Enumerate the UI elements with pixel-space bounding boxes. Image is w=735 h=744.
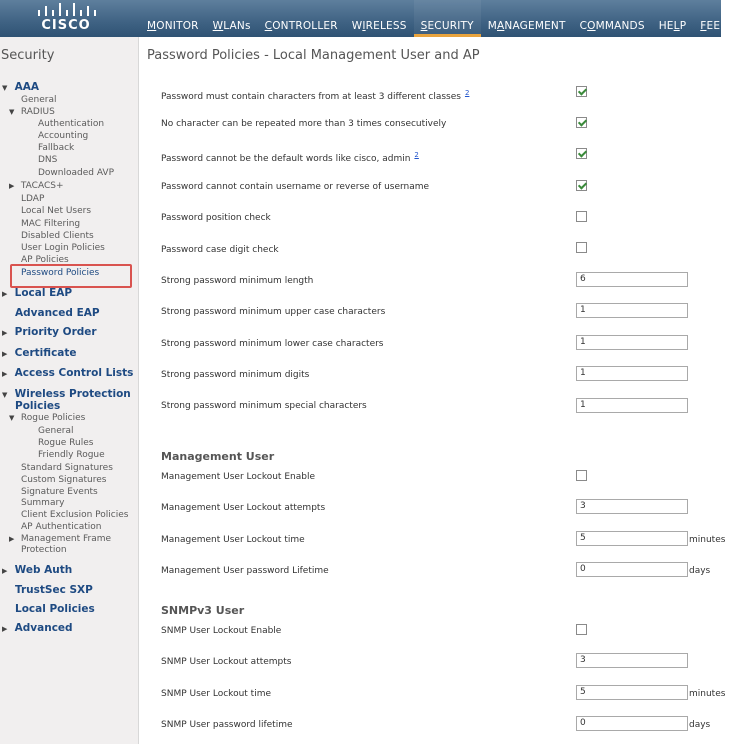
snmp-lockout-time-input[interactable]: 5 — [576, 685, 688, 700]
sidebar-item-signature-events[interactable]: Signature Events — [21, 487, 98, 497]
expanded-triangle-icon: ▼ — [2, 84, 8, 92]
collapsed-triangle-icon: ▶ — [2, 329, 8, 337]
sidebar-item-ap-authentication[interactable]: AP Authentication — [21, 522, 102, 532]
position-check-checkbox[interactable] — [576, 211, 587, 222]
nav-security[interactable]: SECURITY — [414, 0, 481, 37]
sidebar-item-wireless-protection[interactable]: ▼ Wireless Protection — [2, 388, 131, 400]
nav-controller[interactable]: CONTROLLER — [264, 20, 338, 32]
collapsed-triangle-icon: ▶ — [9, 182, 15, 190]
sidebar-item-priority-order[interactable]: ▶ Priority Order — [2, 326, 97, 338]
sidebar-item-access-control-lists[interactable]: ▶ Access Control Lists — [2, 367, 134, 379]
collapsed-triangle-icon: ▶ — [2, 567, 8, 575]
sidebar-item-disabled-clients[interactable]: Disabled Clients — [21, 231, 94, 241]
sidebar-item-aaa[interactable]: ▼ AAA — [2, 81, 40, 93]
collapsed-triangle-icon: ▶ — [2, 625, 8, 633]
row-label: SNMP User Lockout attempts — [161, 657, 292, 667]
mgmt-lockout-attempts-input[interactable]: 3 — [576, 499, 688, 514]
min-lower-input[interactable]: 1 — [576, 335, 688, 350]
mgmt-lockout-enable-checkbox[interactable] — [576, 470, 587, 481]
min-digits-input[interactable]: 1 — [576, 366, 688, 381]
row-label: Password cannot be the default words like cisco, admin $^2$ — [161, 151, 419, 164]
expanded-triangle-icon: ▼ — [2, 391, 8, 399]
sidebar-item-local-policies[interactable]: Local Policies — [15, 603, 95, 615]
row-label: SNMP User Lockout time — [161, 689, 272, 699]
collapsed-triangle-icon: ▶ — [2, 290, 8, 298]
mgmt-password-lifetime-input[interactable]: 0 — [576, 562, 688, 577]
sidebar-item-management-frame[interactable]: ▶ Management Frame — [9, 534, 112, 544]
nav-wlans[interactable]: WLANs — [212, 20, 251, 32]
row-label: Management User password Lifetime — [161, 566, 329, 576]
sidebar-item-authentication[interactable]: Authentication — [38, 119, 105, 129]
row-label: Strong password minimum digits — [161, 370, 310, 380]
sidebar-item-mac-filtering[interactable]: MAC Filtering — [21, 219, 81, 229]
snmp-lockout-attempts-input[interactable]: 3 — [576, 653, 688, 668]
sidebar-item-local-eap[interactable]: ▶ Local EAP — [2, 287, 73, 299]
sidebar-item-local-net-users[interactable]: Local Net Users — [21, 206, 92, 216]
sidebar-item-friendly-rogue[interactable]: Friendly Rogue — [38, 450, 105, 460]
note-link[interactable]: 2 — [414, 151, 419, 159]
nav-monitor[interactable]: MONITOR — [147, 20, 199, 32]
row-label: SNMP User password lifetime — [161, 720, 293, 730]
page-title: Password Policies - Local Management User and AP — [147, 48, 480, 63]
collapsed-triangle-icon: ▶ — [2, 350, 8, 358]
note-link[interactable]: 2 — [464, 89, 470, 97]
row-label: SNMP User Lockout Enable — [161, 626, 282, 636]
sidebar-item-general[interactable]: General — [21, 95, 57, 105]
sidebar-item-client-exclusion-policies[interactable]: Client Exclusion Policies — [21, 510, 129, 520]
row-label: Strong password minimum lower case characters — [161, 339, 384, 349]
row-label: Management User Lockout attempts — [161, 503, 326, 513]
expanded-triangle-icon: ▼ — [9, 414, 15, 422]
row-label: Strong password minimum length — [161, 276, 314, 286]
collapsed-triangle-icon: ▶ — [9, 535, 15, 543]
nav-commands[interactable]: COMMANDS — [579, 20, 645, 32]
row-label: Password cannot contain username or reverse of username — [161, 182, 430, 192]
snmp-lockout-enable-checkbox[interactable] — [576, 624, 587, 635]
sidebar-item-rogue-rules[interactable]: Rogue Rules — [38, 438, 94, 448]
sidebar-item-web-auth[interactable]: ▶ Web Auth — [2, 564, 73, 576]
top-header — [0, 0, 729, 37]
sidebar-item-advanced-eap[interactable]: Advanced EAP — [15, 307, 100, 319]
sidebar-item-fallback[interactable]: Fallback — [38, 143, 75, 153]
logo-text: CISCO — [41, 18, 91, 33]
collapsed-triangle-icon: ▶ — [2, 370, 8, 378]
security-sidebar — [0, 37, 139, 744]
min-upper-input[interactable]: 1 — [576, 303, 688, 318]
row-label: Strong password minimum special characters — [161, 401, 367, 411]
row-label: Password must contain characters from at least 3 different classes $^2$ — [161, 89, 470, 102]
expanded-triangle-icon: ▼ — [9, 108, 15, 116]
sidebar-item-downloaded-avp[interactable]: Downloaded AVP — [38, 168, 115, 178]
cisco-logo — [28, 1, 104, 34]
nav-wireless[interactable]: WIRELESS — [351, 20, 407, 32]
sidebar-item-tacacs[interactable]: ▶ TACACS+ — [9, 181, 64, 191]
row-label: No character can be repeated more than 3 times consecutively — [161, 119, 447, 129]
sidebar-item-policies[interactable]: Policies — [15, 400, 61, 412]
sidebar-item-custom-signatures[interactable]: Custom Signatures — [21, 475, 107, 485]
sidebar-item-certificate[interactable]: ▶ Certificate — [2, 347, 77, 359]
min-length-input[interactable]: 6 — [576, 272, 688, 287]
mgmt-lockout-time-input[interactable]: 5 — [576, 531, 688, 546]
min-special-input[interactable]: 1 — [576, 398, 688, 413]
sidebar-item-trustsec-sxp[interactable]: TrustSec SXP — [15, 584, 93, 596]
nav-feedback[interactable]: FEED — [700, 20, 729, 32]
row-label: Password case digit check — [161, 245, 279, 255]
sidebar-title: Security — [1, 48, 55, 63]
sidebar-item-password-policies[interactable]: Password Policies — [21, 268, 100, 278]
sidebar-item-summary[interactable]: Summary — [21, 498, 65, 508]
sidebar-item-ap-policies[interactable]: AP Policies — [21, 255, 69, 265]
sidebar-item-radius[interactable]: ▼ RADIUS — [9, 107, 55, 117]
sidebar-item-dns[interactable]: DNS — [38, 155, 58, 165]
row-label: Password position check — [161, 213, 271, 223]
unit-label: days — [689, 566, 711, 576]
unit-label: days — [689, 720, 711, 730]
unit-label: minutes — [689, 535, 726, 545]
row-label: Strong password minimum upper case characters — [161, 307, 386, 317]
main-nav — [140, 0, 735, 37]
no-repeat-checkbox[interactable] — [576, 117, 587, 128]
sidebar-item-accounting[interactable]: Accounting — [38, 131, 89, 141]
require-3-classes-checkbox[interactable] — [576, 86, 587, 97]
sidebar-item-advanced[interactable]: ▶ Advanced — [2, 622, 73, 634]
cisco-bars-icon — [36, 3, 96, 18]
management-user-heading: Management User — [161, 450, 275, 463]
row-label: Management User Lockout Enable — [161, 472, 315, 482]
snmpv3-user-heading: SNMPv3 User — [161, 604, 245, 617]
main-content — [139, 37, 726, 744]
unit-label: minutes — [689, 689, 726, 699]
row-label: Management User Lockout time — [161, 535, 305, 545]
sidebar-item-rogue-policies[interactable]: ▼ Rogue Policies — [9, 413, 86, 423]
sidebar-item-user-login-policies[interactable]: User Login Policies — [21, 243, 105, 253]
snmp-password-lifetime-input[interactable]: 0 — [576, 716, 688, 731]
sidebar-item-ldap[interactable]: LDAP — [21, 194, 45, 204]
sidebar-item-protection[interactable]: Protection — [21, 545, 67, 555]
case-digit-check-checkbox[interactable] — [576, 242, 587, 253]
sidebar-item-standard-signatures[interactable]: Standard Signatures — [21, 463, 113, 473]
no-default-words-checkbox[interactable] — [576, 148, 587, 159]
nav-management[interactable]: MANAGEMENT — [487, 20, 566, 32]
sidebar-item-rogue-general[interactable]: General — [38, 426, 74, 436]
nav-help[interactable]: HELP — [658, 20, 687, 32]
no-username-checkbox[interactable] — [576, 180, 587, 191]
